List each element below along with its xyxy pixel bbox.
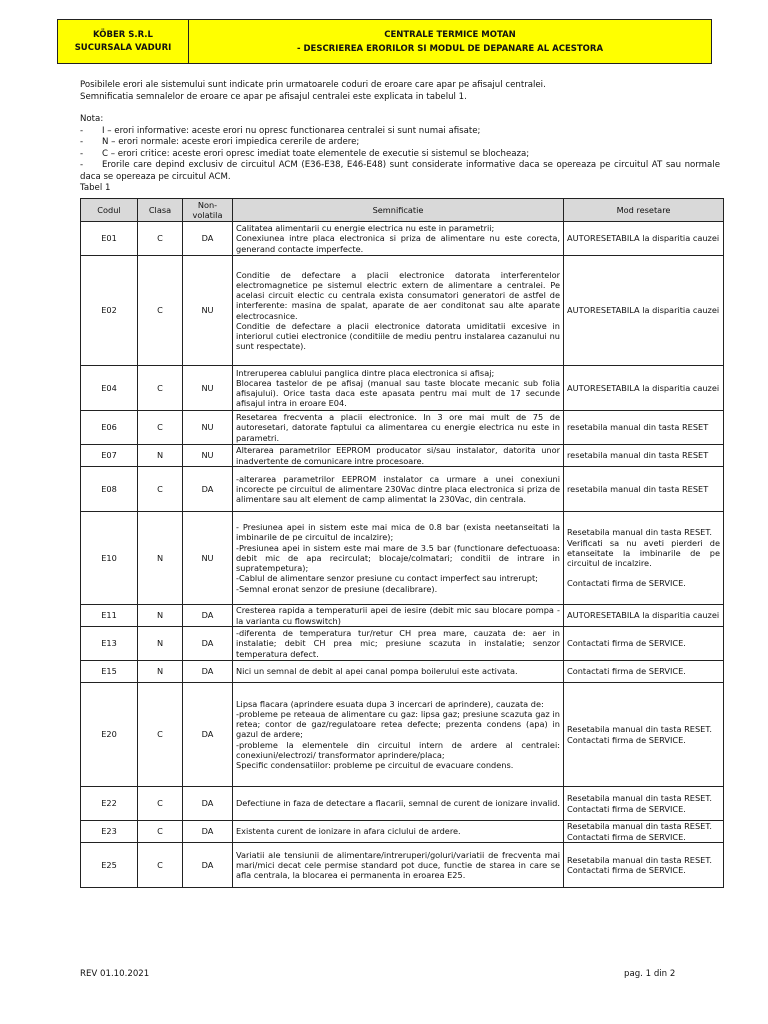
cell-meaning bbox=[233, 843, 564, 888]
cell-code: E10 bbox=[81, 512, 138, 605]
company-name: KÖBER S.R.L bbox=[93, 29, 153, 40]
note-item: - I – erori informative: aceste erori nu opresc functionarea centralei si sunt numai afisate; bbox=[80, 125, 481, 136]
reset-line: Resetabila manual din tasta RESET. bbox=[567, 527, 712, 538]
cell-code: E25 bbox=[81, 843, 138, 888]
cell-class: C bbox=[138, 222, 183, 256]
meaning-line: -probleme la elementele din circuitul intern de ardere al centralei: conexiuni/electrozi/ transformator aprindere/placa; bbox=[236, 739, 560, 760]
meaning-line: Alterarea parametrilor EEPROM producator si/sau instalator, datorita unor inadvertente de comunicare intre procesoare. bbox=[236, 445, 560, 466]
cell-reset-mode bbox=[564, 222, 724, 256]
table-row bbox=[81, 411, 724, 445]
cell-nonvolatile: DA bbox=[183, 627, 233, 661]
cell-reset-mode bbox=[564, 366, 724, 411]
cell-code: E22 bbox=[81, 787, 138, 821]
reset-line: Contactati firma de SERVICE. bbox=[567, 578, 686, 589]
reset-line: AUTORESETABILA la disparitia cauzei bbox=[567, 610, 720, 621]
reset-line: Contactati firma de SERVICE. bbox=[567, 865, 686, 875]
company-block bbox=[58, 20, 189, 63]
cell-class: N bbox=[138, 605, 183, 627]
intro-paragraph-1: Posibilele erori ale sistemului sunt indicate prin urmatoarele coduri de eroare care apar pe afisajul centralei. bbox=[80, 80, 546, 90]
table-row bbox=[81, 512, 724, 605]
cell-meaning bbox=[233, 683, 564, 787]
cell-meaning bbox=[233, 661, 564, 683]
table-row bbox=[81, 445, 724, 467]
meaning-line: Cresterea rapida a temperaturii apei de iesire (debit mic sau blocare pompa - la varianta cu flowswitch) bbox=[236, 605, 560, 626]
meaning-line: -alterarea parametrilor EEPROM instalator ca urmare a unei conexiuni incorecte pe circuitul de alimentare 230Vac dintre placa electronica si priza de alimentare sau alt element de camp alimentat la 230Vac, din centrala. bbox=[236, 473, 560, 505]
branch-name: SUCURSALA VADURI bbox=[74, 42, 172, 53]
reset-line: resetabila manual din tasta RESET bbox=[567, 450, 709, 461]
reset-line: resetabila manual din tasta RESET bbox=[567, 422, 709, 433]
page-number: pag. 1 din 2 bbox=[624, 969, 676, 979]
error-table bbox=[80, 198, 724, 888]
revision-date: REV 01.10.2021 bbox=[80, 969, 150, 979]
cell-code: E08 bbox=[81, 467, 138, 512]
reset-line: AUTORESETABILA la disparitia cauzei bbox=[567, 233, 720, 244]
meaning-line: Intreruperea cablului panglica dintre placa electronica si afisaj; bbox=[236, 367, 495, 378]
table-row bbox=[81, 222, 724, 256]
cell-nonvolatile: NU bbox=[183, 445, 233, 467]
cell-reset-mode bbox=[564, 605, 724, 627]
cell-reset-mode bbox=[564, 821, 724, 843]
cell-meaning bbox=[233, 366, 564, 411]
cell-nonvolatile: NU bbox=[183, 512, 233, 605]
cell-code: E06 bbox=[81, 411, 138, 445]
cell-nonvolatile: DA bbox=[183, 843, 233, 888]
reset-line bbox=[567, 568, 720, 578]
table-row bbox=[81, 627, 724, 661]
note-item: - Erorile care depind exclusiv de circuitul ACM (E36-E38, E46-E48) sunt considerate informative daca se opereaza pe circuitul AT sau normale daca se opereaza pe circuitul ACM. bbox=[80, 160, 720, 182]
reset-line: Resetabila manual din tasta RESET. bbox=[567, 793, 712, 804]
cell-code: E07 bbox=[81, 445, 138, 467]
cell-code: E23 bbox=[81, 821, 138, 843]
note-heading: Nota: bbox=[80, 114, 104, 124]
cell-reset-mode bbox=[564, 445, 724, 467]
table-header-row bbox=[81, 199, 724, 222]
meaning-line: -Cablul de alimentare senzor presiune cu contact imperfect sau intrerupt; bbox=[236, 573, 538, 584]
note-item: - N – erori normale: aceste erori impiedica cererile de ardere; bbox=[80, 137, 360, 147]
cell-reset-mode bbox=[564, 256, 724, 366]
cell-nonvolatile: NU bbox=[183, 366, 233, 411]
cell-reset-mode bbox=[564, 683, 724, 787]
cell-class: N bbox=[138, 512, 183, 605]
reset-line: Resetabila manual din tasta RESET. bbox=[567, 854, 712, 865]
cell-code: E02 bbox=[81, 256, 138, 366]
cell-meaning bbox=[233, 605, 564, 627]
reset-line: Resetabila manual din tasta RESET. bbox=[567, 821, 712, 832]
table-row bbox=[81, 843, 724, 888]
cell-code: E04 bbox=[81, 366, 138, 411]
table-row bbox=[81, 366, 724, 411]
meaning-line: Lipsa flacara (aprindere esuata dupa 3 incercari de aprindere), cauzata de: bbox=[236, 698, 544, 709]
reset-line: Contactati firma de SERVICE. bbox=[567, 831, 686, 842]
cell-class: C bbox=[138, 843, 183, 888]
cell-reset-mode bbox=[564, 627, 724, 661]
reset-line: Contactati firma de SERVICE. bbox=[567, 666, 686, 677]
document-header bbox=[57, 19, 712, 64]
header-reset-mode: Mod resetare bbox=[564, 199, 724, 222]
cell-class: N bbox=[138, 661, 183, 683]
meaning-line: Conditie de defectare a placii electronice datorata interferentelor electromagnetice pe sistemul electric extern de alimentare a centralei. Pe acelasi circuit electic cu centrala exista consumatori generatori de astfel de interferente: masina de spalat, aparate de aer conditonat sau alte aparate electrocasnice. bbox=[236, 269, 560, 321]
cell-meaning bbox=[233, 787, 564, 821]
reset-line: AUTORESETABILA la disparitia cauzei bbox=[567, 305, 720, 316]
reset-line: Contactati firma de SERVICE. bbox=[567, 734, 686, 745]
cell-reset-mode bbox=[564, 661, 724, 683]
cell-nonvolatile: DA bbox=[183, 467, 233, 512]
cell-class: C bbox=[138, 366, 183, 411]
cell-reset-mode bbox=[564, 411, 724, 445]
cell-nonvolatile: DA bbox=[183, 683, 233, 787]
cell-class: C bbox=[138, 683, 183, 787]
meaning-line: Calitatea alimentarii cu energie electrica nu este in parametrii; bbox=[236, 223, 495, 234]
cell-meaning bbox=[233, 222, 564, 256]
cell-meaning bbox=[233, 411, 564, 445]
meaning-line: -diferenta de temperatura tur/retur CH prea mare, cauzata de: aer in instalatie; debit CH prea mic; presiune scazuta in instalatie; senzor temperatura defect. bbox=[236, 628, 560, 659]
cell-meaning bbox=[233, 512, 564, 605]
reset-line: Resetabila manual din tasta RESET. bbox=[567, 724, 712, 735]
intro-section bbox=[80, 80, 720, 195]
cell-class: C bbox=[138, 787, 183, 821]
table-row bbox=[81, 821, 724, 843]
reset-line: AUTORESETABILA la disparitia cauzei bbox=[567, 382, 720, 393]
cell-class: C bbox=[138, 467, 183, 512]
cell-reset-mode bbox=[564, 787, 724, 821]
table-row bbox=[81, 661, 724, 683]
table-row bbox=[81, 605, 724, 627]
cell-class: C bbox=[138, 256, 183, 366]
meaning-line: - Presiunea apei in sistem este mai mica de 0.8 bar (exista neetanseitati la imbinarile de pe circuitul de incalzire); bbox=[236, 522, 560, 543]
cell-class: N bbox=[138, 445, 183, 467]
meaning-line: -Presiunea apei in sistem este mai mare de 3.5 bar (functionare defectuoasa: debit mic de apa recirculat; blocaje/colmatari; conditii de intrare in supratempetura); bbox=[236, 542, 560, 574]
cell-meaning bbox=[233, 627, 564, 661]
cell-class: C bbox=[138, 821, 183, 843]
cell-code: E15 bbox=[81, 661, 138, 683]
meaning-line: Existenta curent de ionizare in afara ciclului de ardere. bbox=[236, 826, 461, 837]
cell-nonvolatile: DA bbox=[183, 661, 233, 683]
header-code: Codul bbox=[81, 199, 138, 222]
cell-nonvolatile: DA bbox=[183, 222, 233, 256]
table-row bbox=[81, 467, 724, 512]
intro-paragraph-2: Semnificatia semnalelor de eroare ce apar pe afisajul centralei este explicata in tabelul 1. bbox=[80, 91, 467, 102]
meaning-line: Conditie de defectare a placii electronice datorata umiditatii excesive in interiorul cutiei electronice (conditiile de mediu pentru instalarea cazanului nu sunt respectate). bbox=[236, 320, 560, 352]
table-row bbox=[81, 256, 724, 366]
meaning-line: Blocarea tastelor de pe afisaj (manual sau taste blocate mecanic sub folia afisajului). Orice tasta daca este apasata pentru mai mult de 17 secunde afisajul intra in eroare E04. bbox=[236, 377, 560, 409]
cell-meaning bbox=[233, 256, 564, 366]
meaning-line: Nici un semnal de debit al apei canal pompa boilerului este activata. bbox=[236, 666, 518, 677]
cell-code: E01 bbox=[81, 222, 138, 256]
meaning-line: Defectiune in faza de detectare a flacarii, semnal de curent de ionizare invalid. bbox=[236, 798, 560, 809]
note-item: - C – erori critice: aceste erori opresc imediat toate elementele de executie si sistemul se blocheaza; bbox=[80, 148, 530, 159]
meaning-line: Resetarea frecventa a placii electronice. In 3 ore mai mult de 75 de autoresetari, datorate faptului ca alimentarea cu energie electrica nu este in parametri. bbox=[236, 412, 560, 443]
table-label: Tabel 1 bbox=[80, 183, 111, 193]
cell-nonvolatile: DA bbox=[183, 787, 233, 821]
meaning-line: Conexiunea intre placa electronica si priza de alimentare nu este corecta, generand contacte imperfecte. bbox=[236, 233, 560, 254]
cell-reset-mode bbox=[564, 467, 724, 512]
cell-reset-mode bbox=[564, 512, 724, 605]
cell-class: C bbox=[138, 411, 183, 445]
reset-line: Verificati sa nu aveti pierderi de etanseitate la imbinarile de pe circuitul de incalzire. bbox=[567, 537, 720, 569]
cell-nonvolatile: DA bbox=[183, 821, 233, 843]
document-subtitle: - DESCRIEREA ERORILOR SI MODUL DE DEPANARE AL ACESTORA bbox=[296, 43, 604, 54]
document-title: CENTRALE TERMICE MOTAN bbox=[384, 29, 516, 40]
cell-code: E13 bbox=[81, 627, 138, 661]
header-meaning: Semnificatie bbox=[233, 199, 564, 222]
reset-line: resetabila manual din tasta RESET bbox=[567, 483, 709, 494]
cell-class: N bbox=[138, 627, 183, 661]
cell-meaning bbox=[233, 821, 564, 843]
header-nonvolatile: Non-volatila bbox=[183, 199, 233, 222]
cell-reset-mode bbox=[564, 843, 724, 888]
title-block bbox=[189, 20, 711, 63]
meaning-line: -Semnal eronat senzor de presiune (decalibrare). bbox=[236, 583, 438, 594]
cell-code: E11 bbox=[81, 605, 138, 627]
cell-code: E20 bbox=[81, 683, 138, 787]
cell-nonvolatile: NU bbox=[183, 256, 233, 366]
meaning-line: -probleme pe reteaua de alimentare cu gaz: lipsa gaz; presiune scazuta gaz in retea; contor de gaz/regulatoare retea defecte; prezenta condens (apa) in gazul de ardere; bbox=[236, 708, 560, 740]
reset-line: Contactati firma de SERVICE. bbox=[567, 803, 686, 814]
header-class: Clasa bbox=[138, 199, 183, 222]
cell-nonvolatile: NU bbox=[183, 411, 233, 445]
table-row bbox=[81, 683, 724, 787]
error-rows bbox=[81, 222, 724, 888]
cell-nonvolatile: DA bbox=[183, 605, 233, 627]
cell-meaning bbox=[233, 445, 564, 467]
meaning-line: Specific condensatiilor: probleme pe circuitul de evacuare condens. bbox=[236, 760, 514, 770]
cell-meaning bbox=[233, 467, 564, 512]
reset-line: Contactati firma de SERVICE. bbox=[567, 638, 686, 649]
table-row bbox=[81, 787, 724, 821]
meaning-line: Variatii ale tensiunii de alimentare/intreruperi/goluri/variatii de frecventa mai mari/mici decat cele permise standard pot duce, functie de starea in care se afla centrala, la blocarea ei permanenta in eroarea E25. bbox=[236, 849, 560, 881]
